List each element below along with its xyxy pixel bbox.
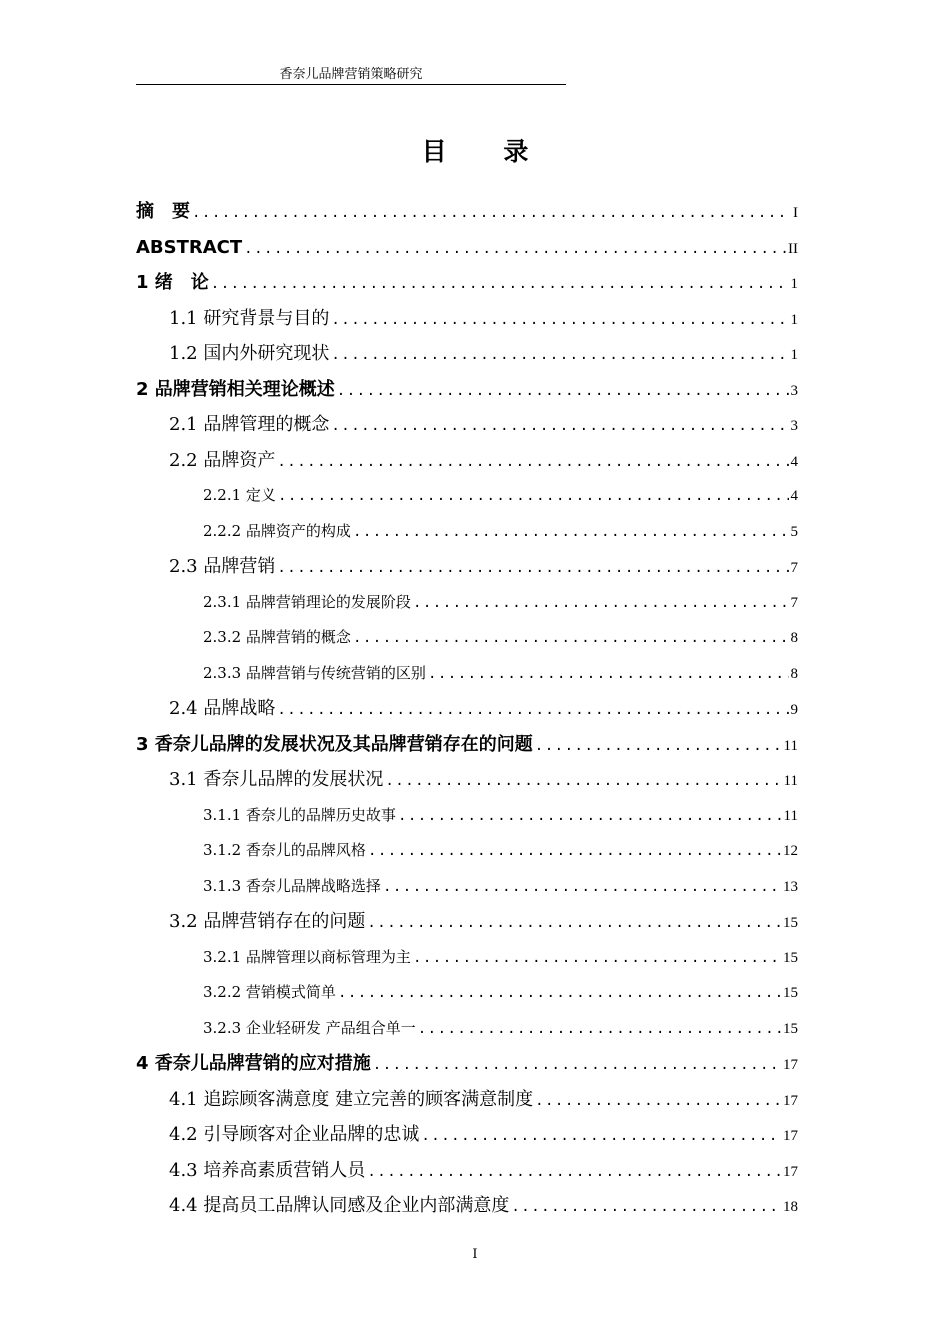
toc-entry-label: 1.1 研究背景与目的 — [169, 307, 330, 329]
toc-entry[interactable] — [136, 301, 798, 337]
toc-entry-label: 摘 要 — [136, 201, 190, 222]
toc-title: 目 录 — [421, 137, 553, 166]
toc-entry-page: 17 — [783, 1163, 798, 1180]
toc-entry-label: 3.1.2 香奈儿的品牌风格 — [203, 841, 366, 859]
dot-leader — [192, 196, 791, 232]
dot-leader — [418, 1012, 781, 1048]
toc-entry-label: 2.3 品牌营销 — [169, 556, 276, 577]
dot-leader — [331, 303, 788, 339]
dot-leader — [428, 657, 789, 693]
toc-entry[interactable] — [136, 833, 798, 869]
toc-entry-page: 1 — [790, 311, 798, 328]
toc-entry[interactable] — [136, 585, 798, 621]
toc-entry-page: 15 — [783, 949, 798, 966]
toc-entry[interactable] — [136, 940, 798, 976]
dot-leader — [244, 232, 786, 268]
dot-leader — [511, 1190, 781, 1226]
toc-entry-label: 4.2 引导顾客对企业品牌的忠诚 — [169, 1124, 420, 1145]
toc-entry-label: ABSTRACT — [136, 236, 243, 258]
dot-leader — [535, 729, 782, 765]
toc-entry-label: 2.2 品牌资产 — [169, 449, 276, 471]
toc-entry-page: 15 — [783, 985, 798, 1001]
dot-leader — [331, 338, 788, 374]
dot-leader — [353, 515, 789, 551]
toc-entry[interactable] — [136, 1117, 798, 1153]
dot-leader — [368, 834, 781, 870]
dot-leader — [535, 1084, 781, 1120]
toc-entry-page: II — [788, 240, 798, 257]
toc-entry-page: 9 — [790, 702, 798, 718]
toc-entry-page: 11 — [783, 773, 798, 789]
toc-entry[interactable] — [136, 194, 798, 230]
toc-entry[interactable] — [136, 514, 798, 550]
toc-entry-label: 4 香奈儿品牌营销的应对措施 — [136, 1053, 371, 1074]
dot-leader — [383, 870, 781, 906]
toc-entry-page: 17 — [783, 1128, 798, 1144]
toc-entry[interactable] — [136, 1082, 798, 1118]
toc-entry-label: 3.1.3 香奈儿品牌战略选择 — [203, 876, 381, 895]
toc-entry-label: 2.3.2 品牌营销的概念 — [203, 628, 351, 646]
toc-entry-page: 17 — [783, 1092, 798, 1109]
toc-entry-page: 11 — [783, 807, 798, 824]
dot-leader — [373, 1048, 781, 1084]
toc-entry[interactable] — [136, 478, 798, 514]
toc-entry-label: 3.1 香奈儿品牌的发展状况 — [169, 769, 384, 790]
toc-entry-page: I — [793, 205, 798, 221]
toc-entry-page: 7 — [790, 560, 798, 576]
dot-leader — [278, 479, 789, 515]
toc-entry[interactable] — [136, 407, 798, 443]
page-number: I — [472, 1247, 478, 1262]
toc-entry-page: 5 — [790, 523, 798, 540]
toc-entry-page: 8 — [790, 665, 798, 682]
toc-entry-page: 1 — [790, 347, 798, 363]
toc-entry[interactable] — [136, 798, 798, 834]
toc-entry-page: 15 — [783, 1020, 798, 1037]
toc-entry-page: 7 — [790, 594, 798, 611]
toc-entry-page: 4 — [790, 488, 798, 504]
toc-entry[interactable] — [136, 656, 798, 692]
dot-leader — [421, 1119, 781, 1155]
toc-entry-page: 3 — [790, 418, 798, 434]
toc-entry[interactable] — [136, 443, 798, 479]
toc-entry[interactable] — [136, 230, 798, 266]
toc-entry-label: 3.2.1 品牌管理以商标管理为主 — [203, 947, 411, 966]
dot-leader — [398, 799, 782, 835]
toc-entry-label: 3.1.1 香奈儿的品牌历史故事 — [203, 805, 396, 824]
toc-entry-page: 18 — [783, 1199, 798, 1215]
toc-entry-page: 4 — [790, 453, 798, 470]
dot-leader — [277, 693, 788, 729]
dot-leader — [385, 764, 781, 800]
toc-entry[interactable] — [136, 975, 798, 1011]
dot-leader — [277, 551, 788, 587]
toc-entry[interactable] — [136, 1188, 798, 1224]
dot-leader — [331, 409, 788, 445]
toc-entry-page: 15 — [783, 915, 798, 931]
toc-entry-label: 3.2.3 企业轻研发 产品组合单一 — [203, 1018, 416, 1037]
toc-entry-label: 4.3 培养高素质营销人员 — [169, 1159, 366, 1181]
toc-entry-label: 2.2.2 品牌资产的构成 — [203, 521, 351, 540]
dot-leader — [337, 374, 789, 410]
toc-entry-page: 8 — [790, 630, 798, 646]
toc-entry-label: 2.1 品牌管理的概念 — [169, 414, 330, 435]
dot-leader — [367, 906, 781, 942]
dot-leader — [277, 445, 788, 481]
toc-entry[interactable] — [136, 620, 798, 656]
dot-leader — [413, 586, 789, 622]
toc-entry-page: 17 — [783, 1057, 798, 1073]
toc-entry-label: 1.2 国内外研究现状 — [169, 343, 330, 364]
toc-entry-label: 2.3.1 品牌营销理论的发展阶段 — [203, 592, 411, 611]
toc-entry[interactable] — [136, 549, 798, 585]
toc-entry-page: 1 — [790, 276, 798, 292]
dot-leader — [353, 621, 789, 657]
toc-entry-label: 4.1 追踪顾客满意度 建立完善的顾客满意制度 — [169, 1088, 534, 1110]
dot-leader — [211, 267, 789, 303]
toc-entry-label: 3 香奈儿品牌的发展状况及其品牌营销存在的问题 — [136, 733, 533, 755]
toc-entry-label: 3.2.2 营销模式简单 — [203, 983, 336, 1001]
toc-entry[interactable] — [136, 727, 798, 763]
toc-entry-label: 2 品牌营销相关理论概述 — [136, 378, 335, 400]
toc-entry-label: 2.2.1 定义 — [203, 486, 276, 504]
dot-leader — [413, 941, 781, 977]
toc-entry[interactable] — [136, 762, 798, 798]
dot-leader — [367, 1155, 781, 1191]
toc-entry[interactable] — [136, 372, 798, 408]
toc-entry-page: 11 — [783, 737, 798, 754]
toc-entry[interactable] — [136, 904, 798, 940]
toc-entry-label: 2.4 品牌战略 — [169, 698, 276, 719]
running-header: 香奈儿品牌营销策略研究 — [136, 66, 566, 85]
toc-entry[interactable] — [136, 1011, 798, 1047]
toc-entry[interactable] — [136, 336, 798, 372]
toc-entry-page: 12 — [783, 843, 798, 859]
toc-entry[interactable] — [136, 691, 798, 727]
toc-entry-label: 3.2 品牌营销存在的问题 — [169, 911, 366, 932]
table-of-contents — [136, 194, 798, 1224]
toc-entry[interactable] — [136, 265, 798, 301]
toc-entry[interactable] — [136, 869, 798, 905]
toc-entry-page: 13 — [783, 878, 798, 895]
toc-entry-label: 4.4 提高员工品牌认同感及企业内部满意度 — [169, 1195, 510, 1216]
toc-entry[interactable] — [136, 1153, 798, 1189]
toc-entry[interactable] — [136, 1046, 798, 1082]
toc-entry-label: 1 绪 论 — [136, 272, 209, 293]
dot-leader — [338, 976, 781, 1012]
toc-entry-page: 3 — [790, 382, 798, 399]
toc-entry-label: 2.3.3 品牌营销与传统营销的区别 — [203, 663, 426, 682]
